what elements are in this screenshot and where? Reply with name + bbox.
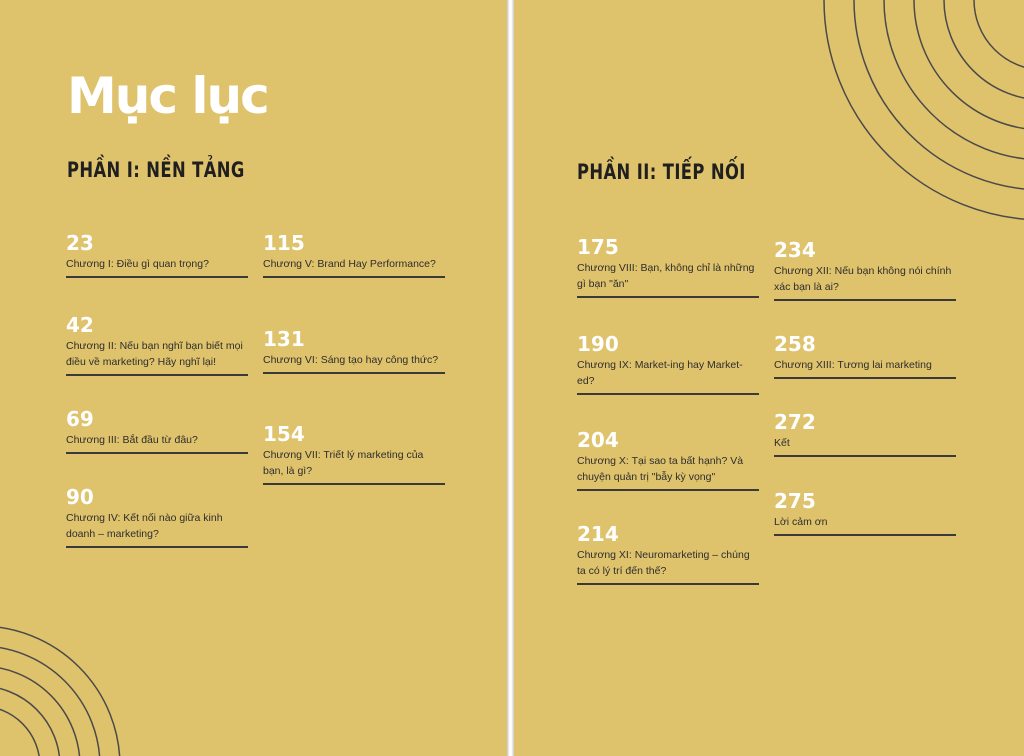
chapter-title: Chương XII: Nếu bạn không nói chính xác bạn là ai? — [774, 265, 952, 293]
chapter-title: Lời cảm ơn — [774, 516, 828, 528]
page-number: 154 — [263, 422, 305, 446]
page-number: 131 — [263, 327, 305, 351]
toc-entry-ket[interactable] — [774, 409, 956, 457]
toc-entry-ch5[interactable] — [263, 230, 445, 278]
page-number: 272 — [774, 410, 816, 434]
chapter-title: Chương VI: Sáng tạo hay công thức? — [263, 354, 439, 366]
chapter-title: Chương III: Bắt đầu từ đâu? — [66, 434, 198, 446]
page-number: 42 — [66, 313, 94, 337]
chapter-title: Chương X: Tại sao ta bất hạnh? Và chuyện quản trị "bẫy kỳ vọng" — [577, 455, 744, 483]
page-number: 214 — [577, 522, 619, 546]
toc-entry-ch4[interactable] — [66, 484, 248, 548]
toc-entry-ch10[interactable] — [577, 427, 759, 491]
chapter-title: Chương II: Nếu bạn nghĩ bạn biết mọi điều về marketing? Hãy nghĩ lại! — [66, 340, 243, 368]
toc-entry-ch8[interactable] — [577, 234, 759, 298]
toc-entry-loi-cam-on[interactable] — [774, 488, 956, 536]
page-number: 90 — [66, 485, 94, 509]
chapter-title: Chương I: Điều gì quan trọng? — [66, 258, 209, 270]
right-page — [514, 0, 1024, 756]
part-2-heading: PHẦN II: TIẾP NỐI — [577, 160, 746, 184]
page-number: 234 — [774, 238, 816, 262]
chapter-title: Chương IX: Market-ing hay Market-ed? — [577, 359, 743, 387]
page-number: 204 — [577, 428, 619, 452]
chapter-title: Chương VII: Triết lý marketing của bạn, là gì? — [263, 449, 424, 477]
toc-entry-ch12[interactable] — [774, 237, 956, 301]
toc-entry-ch2[interactable] — [66, 312, 248, 376]
toc-entry-ch13[interactable] — [774, 331, 956, 379]
page-number: 175 — [577, 235, 619, 259]
chapter-title: Chương IV: Kết nối nào giữa kinh doanh – marketing? — [66, 512, 223, 540]
part-1-heading: PHẦN I: NỀN TẢNG — [67, 158, 245, 182]
page-number: 23 — [66, 231, 94, 255]
decorative-arcs-top-right — [814, 0, 1024, 240]
left-page — [0, 0, 507, 756]
toc-title: Mục lục — [67, 67, 268, 125]
page-number: 258 — [774, 332, 816, 356]
chapter-title: Kết — [774, 437, 790, 449]
chapter-title: Chương XI: Neuromarketing – chúng ta có lý trí đến thế? — [577, 549, 750, 577]
toc-entry-ch9[interactable] — [577, 331, 759, 395]
page-number: 275 — [774, 489, 816, 513]
toc-entry-ch1[interactable] — [66, 230, 248, 278]
decorative-arcs-bottom-left — [0, 606, 140, 756]
page-number: 69 — [66, 407, 94, 431]
toc-entry-ch7[interactable] — [263, 421, 445, 485]
chapter-title: Chương VIII: Bạn, không chỉ là những gì bạn "ăn" — [577, 262, 755, 290]
toc-entry-ch3[interactable] — [66, 406, 248, 454]
page-gutter — [507, 0, 514, 756]
chapter-title: Chương XIII: Tương lai marketing — [774, 359, 932, 371]
page-number: 190 — [577, 332, 619, 356]
chapter-title: Chương V: Brand Hay Performance? — [263, 258, 436, 270]
toc-entry-ch6[interactable] — [263, 326, 445, 374]
page-number: 115 — [263, 231, 305, 255]
toc-entry-ch11[interactable] — [577, 521, 759, 585]
